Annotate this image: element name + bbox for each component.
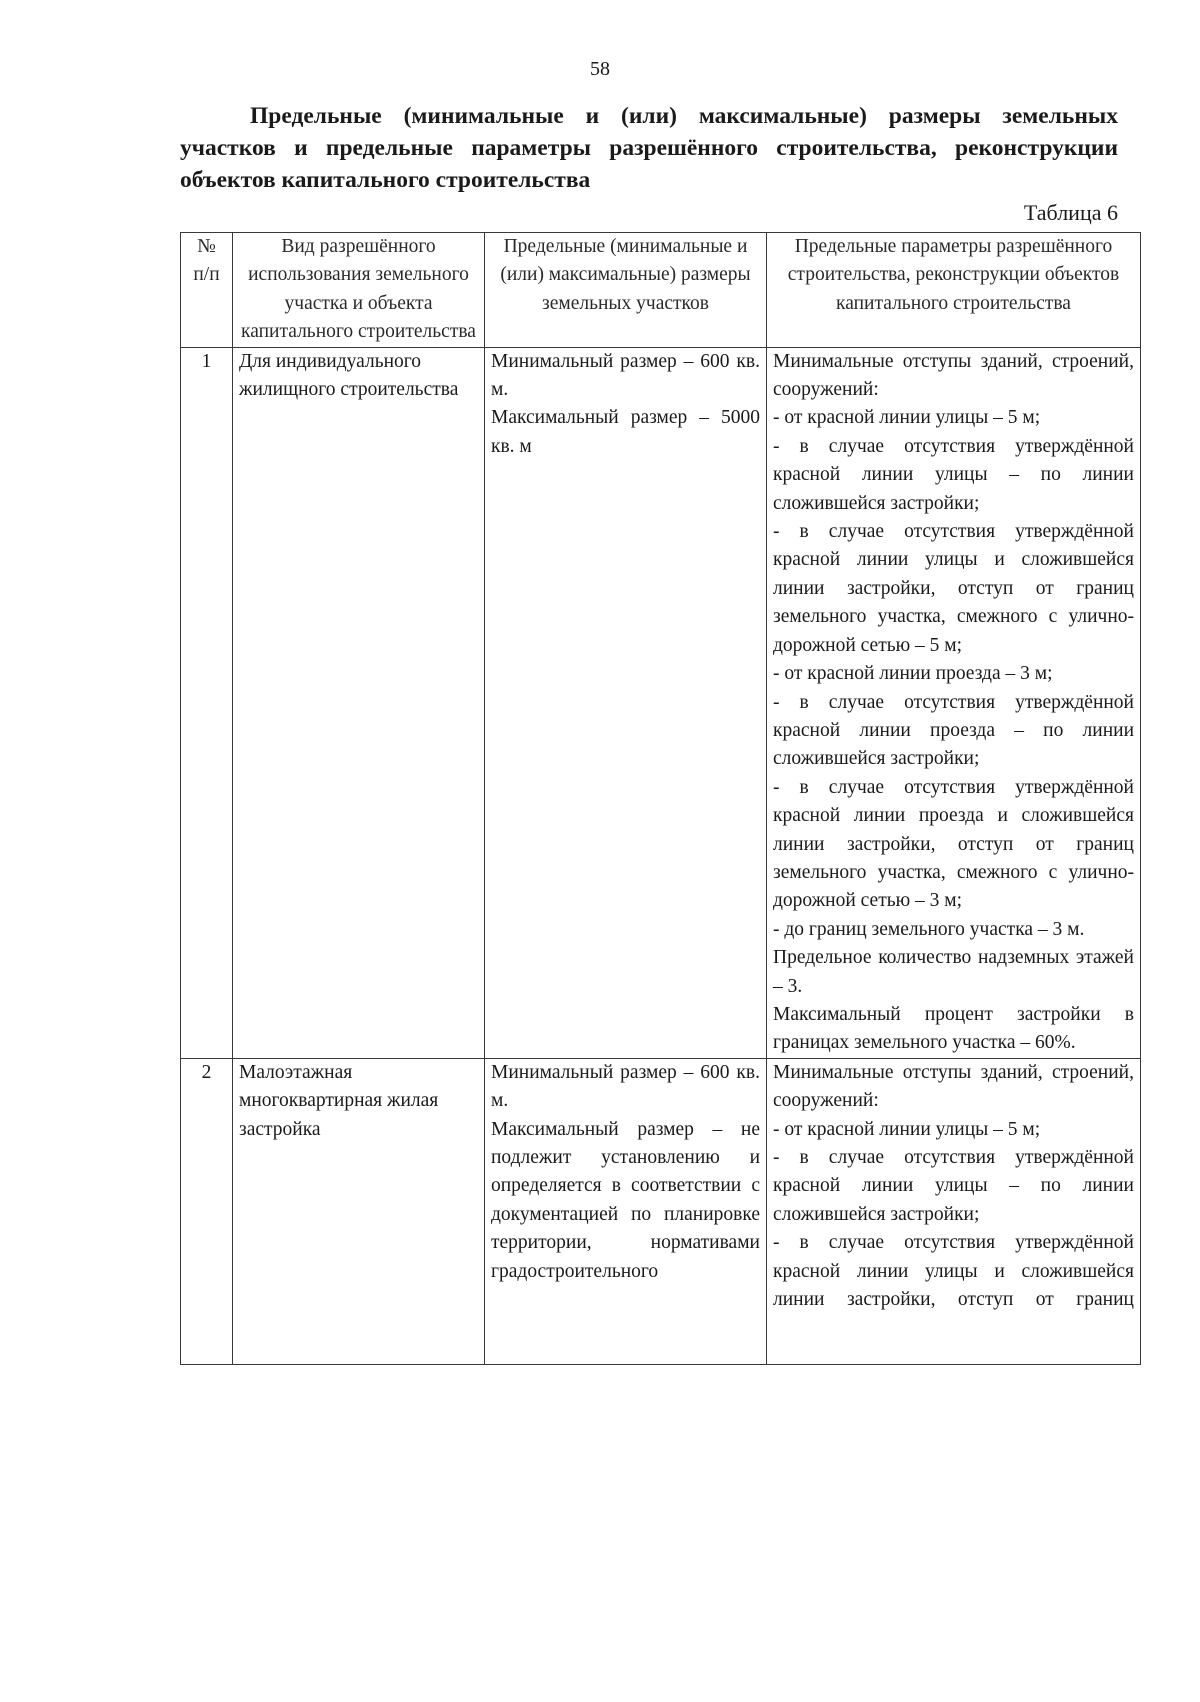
header-number: № п/п: [181, 233, 233, 348]
size-line: Минимальный размер – 600 кв. м.: [491, 1061, 760, 1112]
param-line: - в случае отсутствия утверждённой красной линии проезда и сложившейся линии застройки, отступ от границ земельного участка, смежного с улично-дорожной сетью – 3 м;: [773, 776, 1134, 912]
page-number: 58: [590, 58, 610, 80]
table-caption: Таблица 6: [1023, 200, 1118, 225]
row-construction-params: [767, 347, 1141, 1058]
header-construction-params: Предельные параметры разрешённого строительства, реконструкции объектов капитального строительства: [767, 233, 1141, 348]
param-line: - в случае отсутствия утверждённой красной линии улицы – по линии сложившейся застройки;: [773, 1147, 1134, 1225]
param-line: - до границ земельного участка – 3 м.: [773, 918, 1085, 940]
row-use-type: Малоэтажная многоквартирная жилая застройка: [233, 1058, 485, 1364]
size-line: Максимальный размер – 5000 кв. м: [491, 407, 760, 457]
table-header-row: [181, 233, 1141, 348]
row-number: 1: [181, 347, 233, 1058]
param-line: - от красной линии улицы – 5 м;: [773, 407, 1041, 429]
header-plot-sizes: Предельные (минимальные и (или) максимальные) размеры земельных участков: [485, 233, 767, 348]
row-construction-params: [767, 1058, 1141, 1364]
param-line: Минимальные отступы зданий, строений, сооружений:: [773, 1061, 1134, 1112]
param-line: - в случае отсутствия утверждённой красной линии проезда – по линии сложившейся застройки;: [773, 691, 1134, 770]
row-plot-sizes: [485, 347, 767, 1058]
param-line: - от красной линии проезда – 3 м;: [773, 663, 1053, 685]
header-use-type: Вид разрешённого использования земельного участка и объекта капитального строительства: [233, 233, 485, 348]
row-use-type: Для индивидуального жилищного строительства: [233, 347, 485, 1058]
size-line: Минимальный размер – 600 кв. м.: [491, 350, 760, 401]
param-line: - в случае отсутствия утверждённой красной линии улицы – по линии сложившейся застройки;: [773, 435, 1134, 514]
param-line: - в случае отсутствия утверждённой красной линии улицы и сложившейся линии застройки, отступ от границ земельного участка, смежного с улично-дорожной сетью – 5 м;: [773, 521, 1134, 656]
param-line: - от красной линии улицы – 5 м;: [773, 1118, 1041, 1140]
table-row: [181, 347, 1141, 1058]
page-heading: Предельные (минимальные и (или) максимальные) размеры земельных участков и предельные параметры разрешённого строительства, реконструкции объектов капитального строительства: [180, 103, 1118, 193]
parameters-table: [180, 232, 1141, 1365]
table-row: [181, 1058, 1141, 1364]
param-line: Минимальные отступы зданий, строений, сооружений:: [773, 350, 1134, 401]
param-line: - в случае отсутствия утверждённой красной линии улицы и сложившейся линии застройки, отступ от границ: [773, 1232, 1134, 1311]
row-number: 2: [181, 1058, 233, 1364]
param-line: Максимальный процент застройки в границах земельного участка – 60%.: [773, 1003, 1134, 1054]
row-plot-sizes: [485, 1058, 767, 1364]
param-line: Предельное количество надземных этажей – 3.: [773, 947, 1134, 997]
size-line: Максимальный размер – не подлежит установлению и определяется в соответствии с документацией по планировке территории, нормативами градостроительного: [491, 1118, 760, 1282]
